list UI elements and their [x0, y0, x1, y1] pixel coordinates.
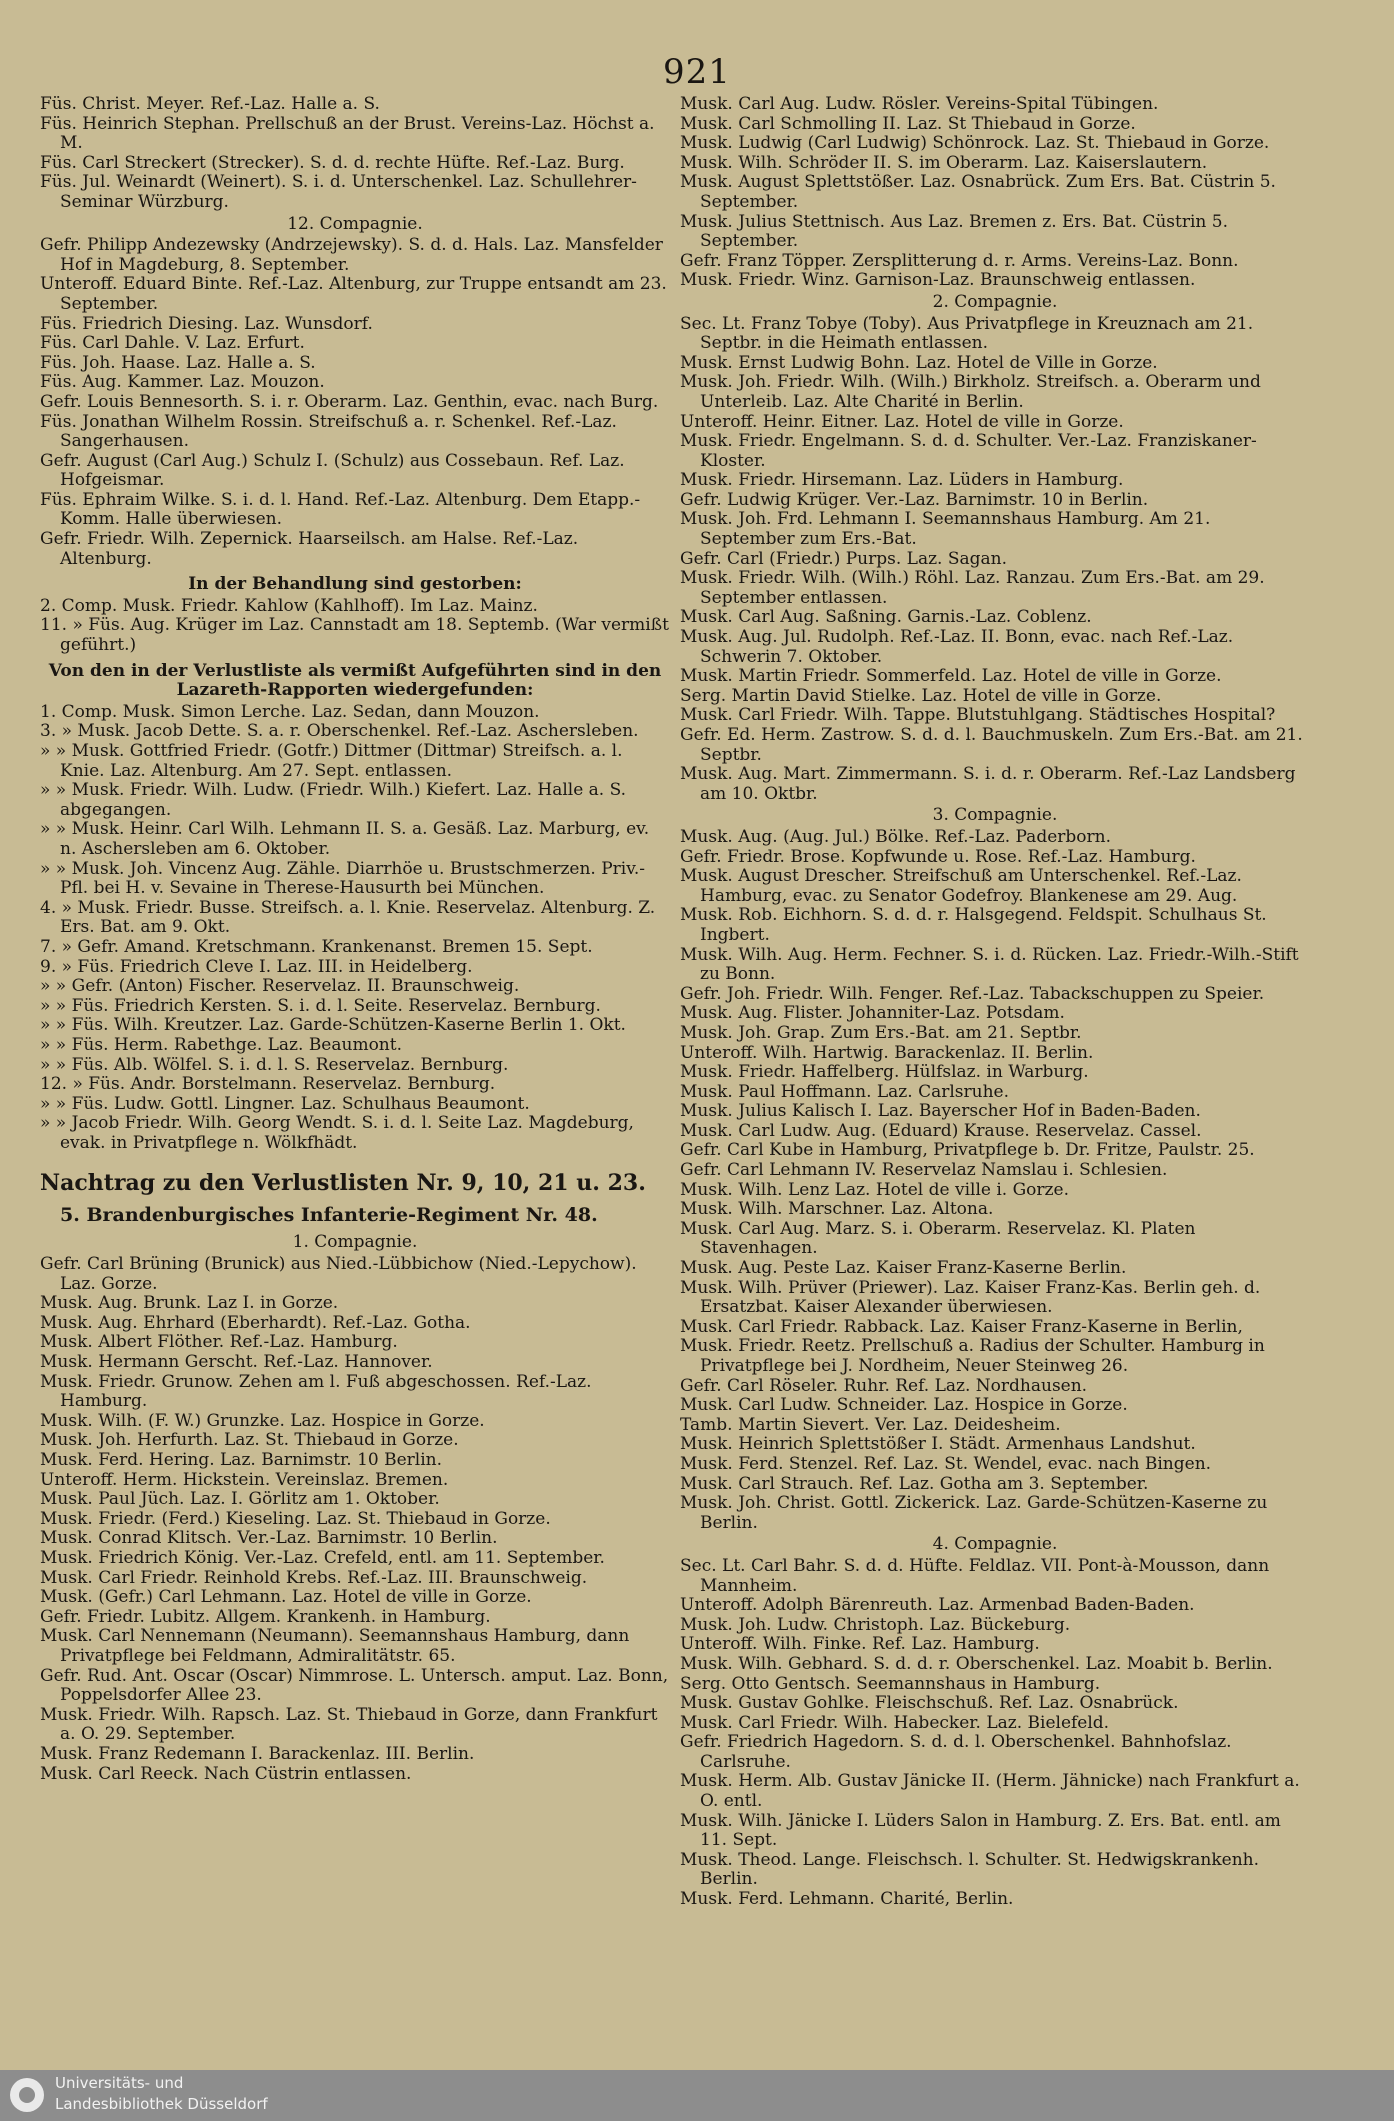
list-entry: » » Musk. Gottfried Friedr. (Gotfr.) Dittmer (Dittmar) Streifsch. a. l. Knie. Laz. Altenburg. Am 27. Sept. entlassen. [40, 741, 623, 781]
list-entry: Musk. Wilh. Marschner. Laz. Altona. [680, 1199, 994, 1220]
list-entry: Musk. Herm. Alb. Gustav Jänicke II. (Herm. Jähnicke) nach Frankfurt a. O. entl. [680, 1771, 1300, 1812]
list-entry: Musk. August Drescher. Streifschuß am Unterschenkel. Ref.-Laz. Hamburg, evac. zu Senator Godefroy. Blankenese am 29. Aug. [680, 866, 1242, 906]
list-entry: Musk. Wilh. Prüver (Priewer). Laz. Kaiser Franz-Kas. Berlin geh. d. Ersatzbat. Kaiser Alexander überwiesen. [680, 1277, 1261, 1318]
list-entry: Gefr. Carl Lehmann IV. Reservelaz Namslau i. Schlesien. [680, 1160, 1168, 1181]
list-entry: Unteroff. Wilh. Hartwig. Barackenlaz. II. Berlin. [680, 1042, 1094, 1063]
list-entry: » » Füs. Friedrich Kersten. S. i. d. l. Seite. Reservelaz. Bernburg. [40, 995, 601, 1016]
list-entry: » » Füs. Alb. Wölfel. S. i. d. l. S. Reservelaz. Bernburg. [40, 1054, 509, 1075]
list-entry: Musk. Paul Jüch. Laz. I. Görlitz am 1. Oktober. [40, 1489, 440, 1510]
list-entry: » » Musk. Friedr. Wilh. Ludw. (Friedr. Wilh.) Kiefert. Laz. Halle a. S. abgegangen. [40, 780, 627, 820]
list-entry: 12. » Füs. Andr. Borstelmann. Reservelaz. Bernburg. [40, 1074, 496, 1095]
list-entry: Musk. Julius Stettnisch. Aus Laz. Bremen z. Ers. Bat. Cüstrin 5. September. [680, 211, 1228, 252]
list-entry: Füs. Carl Dahle. V. Laz. Erfurt. [40, 333, 305, 354]
list-entry: Musk. Ferd. Stenzel. Ref. Laz. St. Wendel, evac. nach Bingen. [680, 1453, 1212, 1474]
list-entry: Gefr. Rud. Ant. Oscar (Oscar) Nimmrose. L. Untersch. amput. Laz. Bonn, Poppelsdorfer Allee 23. [40, 1665, 669, 1706]
list-entry: Sec. Lt. Franz Tobye (Toby). Aus Privatpflege in Kreuznach am 21. Septbr. in die Heimath entlassen. [680, 313, 1254, 354]
list-entry: » » Musk. Joh. Vincenz Aug. Zähle. Diarrhöe u. Brustschmerzen. Priv.-Pfl. bei H. v. Sevaine in Therese-Hausurth bei München. [40, 858, 645, 899]
list-entry: Musk. Wilh. Schröder II. S. im Oberarm. Laz. Kaiserslautern. [680, 152, 1208, 173]
list-entry: Musk. Aug. (Aug. Jul.) Bölke. Ref.-Laz. Paderborn. [680, 826, 1111, 847]
list-entry: Musk. Friedr. Wilh. (Wilh.) Röhl. Laz. Ranzau. Zum Ers.-Bat. am 29. September entlassen. [680, 568, 1265, 608]
list-entry: Gefr. Friedr. Wilh. Zepernick. Haarseilsch. am Halse. Ref.-Laz. Altenburg. [40, 529, 579, 569]
list-entry: Musk. Joh. Grap. Zum Ers.-Bat. am 21. Septbr. [680, 1022, 1082, 1043]
list-entry: » » Füs. Wilh. Kreutzer. Laz. Garde-Schützen-Kaserne Berlin 1. Okt. [40, 1015, 626, 1036]
list-entry: Füs. Jul. Weinardt (Weinert). S. i. d. Unterschenkel. Laz. Schullehrer-Seminar Würzburg. [40, 172, 637, 212]
list-entry: Gefr. Franz Töpper. Zersplitterung d. r. Arms. Vereins-Laz. Bonn. [680, 250, 1239, 271]
company-heading: 2. Compagnie. [932, 291, 1058, 312]
list-entry: Musk. Wilh. Gebhard. S. d. d. r. Oberschenkel. Laz. Moabit b. Berlin. [680, 1653, 1273, 1674]
list-entry: Musk. Paul Hoffmann. Laz. Carlsruhe. [680, 1081, 1009, 1102]
list-entry: Gefr. Friedr. Lubitz. Allgem. Krankenh. in Hamburg. [40, 1606, 491, 1627]
list-entry: Musk. Carl Schmolling II. Laz. St Thiebaud in Gorze. [680, 113, 1136, 134]
list-entry: Musk. Hermann Gerscht. Ref.-Laz. Hannover. [40, 1352, 433, 1373]
list-entry: Musk. Aug. Mart. Zimmermann. S. i. d. r. Oberarm. Ref.-Laz Landsberg am 10. Oktbr. [680, 764, 1296, 804]
list-entry: Gefr. Carl Röseler. Ruhr. Ref. Laz. Nordhausen. [680, 1375, 1088, 1396]
list-entry: Serg. Otto Gentsch. Seemannshaus in Hamburg. [680, 1673, 1101, 1694]
list-entry: Gefr. Carl Kube in Hamburg, Privatpflege b. Dr. Fritze, Paulstr. 25. [680, 1140, 1255, 1161]
list-entry: Füs. Aug. Kammer. Laz. Mouzon. [40, 372, 325, 393]
list-entry: » » Füs. Herm. Rabethge. Laz. Beaumont. [40, 1034, 402, 1055]
list-entry: Musk. Aug. Ehrhard (Eberhardt). Ref.-Laz. Gotha. [40, 1312, 471, 1333]
list-entry: Musk. Carl Friedr. Reinhold Krebs. Ref.-Laz. III. Braunschweig. [40, 1567, 588, 1588]
footer-line-2: Landesbibliothek Düsseldorf [55, 2095, 268, 2113]
list-entry: Serg. Martin David Stielke. Laz. Hotel de ville in Gorze. [680, 685, 1162, 706]
list-entry: Musk. Wilh. Jänicke I. Lüders Salon in Hamburg. Z. Ers. Bat. entl. am 11. Sept. [680, 1810, 1281, 1851]
list-entry: Gefr. Joh. Friedr. Wilh. Fenger. Ref.-Laz. Tabackschuppen zu Speier. [680, 983, 1265, 1004]
list-entry: Musk. Aug. Peste Laz. Kaiser Franz-Kaserne Berlin. [680, 1258, 1127, 1279]
list-entry: 3. » Musk. Jacob Dette. S. a. r. Oberschenkel. Ref.-Laz. Aschersleben. [40, 721, 639, 742]
list-entry: 4. » Musk. Friedr. Busse. Streifsch. a. l. Knie. Reservelaz. Altenburg. Z. Ers. Bat. am 9. Okt. [40, 897, 656, 938]
list-entry: Gefr. Carl (Friedr.) Purps. Laz. Sagan. [680, 548, 1008, 569]
list-entry: Musk. August Splettstößer. Laz. Osnabrück. Zum Ers. Bat. Cüstrin 5. September. [680, 172, 1276, 212]
list-entry: » » Jacob Friedr. Wilh. Georg Wendt. S. i. d. l. Seite Laz. Magdeburg, evak. in Privatpflege n. Wölkfhädt. [40, 1113, 634, 1153]
list-entry: Gefr. August (Carl Aug.) Schulz I. (Schulz) aus Cossebaun. Ref. Laz. Hofgeismar. [40, 450, 625, 491]
supplement-heading: Nachtrag zu den Verlustlisten Nr. 9, 10, 21 u. 23. [40, 1170, 646, 1197]
list-entry: Musk. Carl Nennemann (Neumann). Seemannshaus Hamburg, dann Privatpflege bei Feldmann, Admiralitätstr. 65. [40, 1626, 630, 1666]
list-entry: Musk. Friedr. Reetz. Prellschuß a. Radius der Schulter. Hamburg in Privatpflege bei J. Nordheim, Neuer Steinweg 26. [680, 1336, 1265, 1376]
right-column [680, 95, 1310, 1910]
list-entry: Musk. (Gefr.) Carl Lehmann. Laz. Hotel de ville in Gorze. [40, 1587, 532, 1608]
list-entry: Musk. Aug. Jul. Rudolph. Ref.-Laz. II. Bonn, evac. nach Ref.-Laz. Schwerin 7. Oktober. [680, 627, 1234, 667]
list-entry: Musk. Heinrich Splettstößer I. Städt. Armenhaus Landshut. [680, 1434, 1196, 1455]
library-logo-icon [10, 2078, 44, 2112]
list-entry: Musk. Gustav Gohlke. Fleischschuß. Ref. Laz. Osnabrück. [680, 1693, 1179, 1714]
list-entry: » » Füs. Ludw. Gottl. Lingner. Laz. Schulhaus Beaumont. [40, 1093, 530, 1114]
list-entry: Musk. Carl Reeck. Nach Cüstrin entlassen. [40, 1763, 412, 1784]
list-entry: Sec. Lt. Carl Bahr. S. d. d. Hüfte. Feldlaz. VII. Pont-à-Mousson, dann Mannheim. [680, 1555, 1270, 1596]
section-heading: Von den in der Verlustliste als vermißt Aufgeführten sind in den Lazareth-Rapporten wiedergefunden: [48, 660, 662, 701]
list-entry: Gefr. Friedr. Brose. Kopfwunde u. Rose. Ref.-Laz. Hamburg. [680, 846, 1196, 867]
list-entry: Musk. Friedrich König. Ver.-Laz. Crefeld, entl. am 11. September. [40, 1547, 605, 1568]
list-entry: Musk. Carl Friedr. Rabback. Laz. Kaiser Franz-Kaserne in Berlin, [680, 1316, 1243, 1337]
list-entry: » » Gefr. (Anton) Fischer. Reservelaz. II. Braunschweig. [40, 976, 520, 997]
list-entry: Unteroff. Herm. Hickstein. Vereinslaz. Bremen. [40, 1469, 449, 1490]
list-entry: Musk. Friedr. Engelmann. S. d. d. Schulter. Ver.-Laz. Franziskaner-Kloster. [680, 431, 1257, 471]
list-entry: Füs. Ephraim Wilke. S. i. d. l. Hand. Ref.-Laz. Altenburg. Dem Etapp.-Komm. Halle überwiesen. [40, 489, 641, 530]
list-entry: Tamb. Martin Sievert. Ver. Laz. Deidesheim. [680, 1414, 1061, 1435]
list-entry: Musk. Friedr. (Ferd.) Kieseling. Laz. St. Thiebaud in Gorze. [40, 1508, 551, 1529]
list-entry: Unteroff. Heinr. Eitner. Laz. Hotel de ville in Gorze. [680, 411, 1124, 432]
list-entry: Füs. Carl Streckert (Strecker). S. d. d. rechte Hüfte. Ref.-Laz. Burg. [40, 152, 625, 173]
company-heading: 1. Compagnie. [292, 1232, 418, 1253]
list-entry: Musk. Carl Friedr. Wilh. Habecker. Laz. Bielefeld. [680, 1712, 1110, 1733]
footer-line-1: Universitäts- und [55, 2074, 184, 2092]
company-heading: 4. Compagnie. [932, 1534, 1058, 1555]
list-entry: Gefr. Friedrich Hagedorn. S. d. d. l. Oberschenkel. Bahnhofslaz. Carlsruhe. [680, 1732, 1232, 1772]
list-entry: Musk. Carl Ludw. Schneider. Laz. Hospice in Gorze. [680, 1395, 1128, 1416]
left-column [40, 95, 670, 1784]
list-entry: Musk. Carl Strauch. Ref. Laz. Gotha am 3. September. [680, 1473, 1149, 1494]
list-entry: Gefr. Ludwig Krüger. Ver.-Laz. Barnimstr. 10 in Berlin. [680, 489, 1149, 510]
list-entry: Musk. Wilh. Lenz Laz. Hotel de ville i. Gorze. [680, 1179, 1069, 1200]
list-entry: Musk. Ludwig (Carl Ludwig) Schönrock. Laz. St. Thiebaud in Gorze. [680, 133, 1270, 154]
list-entry: Füs. Joh. Haase. Laz. Halle a. S. [40, 352, 316, 373]
list-entry: Musk. Conrad Klitsch. Ver.-Laz. Barnimstr. 10 Berlin. [40, 1528, 498, 1549]
list-entry: 11. » Füs. Aug. Krüger im Laz. Cannstadt am 18. Septemb. (War vermißt geführt.) [40, 615, 669, 656]
list-entry: Musk. Carl Aug. Ludw. Rösler. Vereins-Spital Tübingen. [680, 94, 1159, 114]
list-entry: Musk. Aug. Flister. Johanniter-Laz. Potsdam. [680, 1003, 1065, 1024]
list-entry: Musk. Carl Friedr. Wilh. Tappe. Blutstuhlgang. Städtisches Hospital? [680, 705, 1276, 726]
list-entry: 9. » Füs. Friedrich Cleve I. Laz. III. in Heidelberg. [40, 956, 473, 977]
list-entry: Musk. Joh. Herfurth. Laz. St. Thiebaud in Gorze. [40, 1430, 459, 1451]
list-entry: 1. Comp. Musk. Simon Lerche. Laz. Sedan, dann Mouzon. [40, 701, 540, 722]
list-entry: Musk. Ernst Ludwig Bohn. Laz. Hotel de Ville in Gorze. [680, 352, 1158, 373]
list-entry: Gefr. Philipp Andezewsky (Andrzejewsky). S. d. d. Hals. Laz. Mansfelder Hof in Magdeburg, 8. September. [40, 235, 663, 275]
list-entry: Musk. Albert Flöther. Ref.-Laz. Hamburg. [40, 1332, 398, 1353]
company-heading: 3. Compagnie. [932, 805, 1058, 826]
list-entry: Musk. Carl Aug. Marz. S. i. Oberarm. Reservelaz. Kl. Platen Stavenhagen. [680, 1218, 1196, 1259]
list-entry: Musk. Ferd. Hering. Laz. Barnimstr. 10 Berlin. [40, 1450, 443, 1470]
list-entry: Unteroff. Adolph Bärenreuth. Laz. Armenbad Baden-Baden. [680, 1595, 1195, 1616]
list-entry: Musk. Aug. Brunk. Laz I. in Gorze. [40, 1293, 339, 1314]
section-heading: In der Behandlung sind gestorben: [188, 574, 522, 595]
list-entry: Füs. Jonathan Wilhelm Rossin. Streifschuß a. r. Schenkel. Ref.-Laz. Sangerhausen. [40, 411, 617, 452]
list-entry: Musk. Wilh. Aug. Herm. Fechner. S. i. d. Rücken. Laz. Friedr.-Wilh.-Stift zu Bonn. [680, 944, 1299, 985]
list-entry: Musk. Friedr. Haffelberg. Hülfslaz. in Warburg. [680, 1062, 1089, 1083]
page-number: 921 [663, 52, 731, 92]
list-entry: Musk. Joh. Friedr. Wilh. (Wilh.) Birkholz. Streifsch. a. Oberarm und Unterleib. Laz. Alte Charité in Berlin. [680, 372, 1261, 412]
list-entry: Musk. Ferd. Lehmann. Charité, Berlin. [680, 1889, 1014, 1910]
regiment-heading: 5. Brandenburgisches Infanterie-Regiment Nr. 48. [60, 1204, 598, 1227]
list-entry: Füs. Friedrich Diesing. Laz. Wunsdorf. [40, 313, 373, 334]
list-entry: Musk. Friedr. Hirsemann. Laz. Lüders in Hamburg. [680, 470, 1124, 491]
list-entry: Musk. Carl Ludw. Aug. (Eduard) Krause. Reservelaz. Cassel. [680, 1120, 1202, 1141]
list-entry: » » Musk. Heinr. Carl Wilh. Lehmann II. S. a. Gesäß. Laz. Marburg, ev. n. Aschersleben am 6. Oktober. [40, 819, 650, 859]
list-entry: 7. » Gefr. Amand. Kretschmann. Krankenanst. Bremen 15. Sept. [40, 936, 593, 957]
list-entry: Musk. Friedr. Winz. Garnison-Laz. Braunschweig entlassen. [680, 270, 1196, 291]
list-entry: Gefr. Louis Bennesorth. S. i. r. Oberarm. Laz. Genthin, evac. nach Burg. [40, 391, 659, 412]
list-entry: Musk. Friedr. Grunow. Zehen am l. Fuß abgeschossen. Ref.-Laz. Hamburg. [40, 1371, 592, 1412]
list-entry: Musk. Franz Redemann I. Barackenlaz. III. Berlin. [40, 1743, 475, 1764]
list-entry: Musk. Martin Friedr. Sommerfeld. Laz. Hotel de ville in Gorze. [680, 666, 1222, 687]
list-entry: Unteroff. Wilh. Finke. Ref. Laz. Hamburg. [680, 1634, 1040, 1655]
company-heading: 12. Compagnie. [287, 213, 423, 234]
list-entry: Gefr. Ed. Herm. Zastrow. S. d. d. l. Bauchmuskeln. Zum Ers.-Bat. am 21. Septbr. [680, 725, 1303, 765]
list-entry: Unteroff. Eduard Binte. Ref.-Laz. Altenburg, zur Truppe entsandt am 23. September. [40, 274, 667, 314]
list-entry: Musk. Wilh. (F. W.) Grunzke. Laz. Hospice in Gorze. [40, 1410, 485, 1431]
list-entry: Füs. Christ. Meyer. Ref.-Laz. Halle a. S. [40, 94, 380, 114]
list-entry: Musk. Julius Kalisch I. Laz. Bayerscher Hof in Baden-Baden. [680, 1101, 1201, 1122]
list-entry: Musk. Joh. Frd. Lehmann I. Seemannshaus Hamburg. Am 21. September zum Ers.-Bat. [680, 509, 1211, 550]
list-entry: Musk. Friedr. Wilh. Rapsch. Laz. St. Thiebaud in Gorze, dann Frankfurt a. O. 29. September. [40, 1704, 658, 1745]
list-entry: Musk. Joh. Christ. Gottl. Zickerick. Laz. Garde-Schützen-Kaserne zu Berlin. [680, 1493, 1268, 1533]
list-entry: Musk. Rob. Eichhorn. S. d. d. r. Halsgegend. Feldspit. Schulhaus St. Ingbert. [680, 905, 1267, 945]
list-entry: Musk. Theod. Lange. Fleischsch. l. Schulter. St. Hedwigskrankenh. Berlin. [680, 1849, 1260, 1890]
list-entry: Füs. Heinrich Stephan. Prellschuß an der Brust. Vereins-Laz. Höchst a. M. [40, 113, 655, 154]
library-footer [0, 2070, 1394, 2121]
list-entry: 2. Comp. Musk. Friedr. Kahlow (Kahlhoff). Im Laz. Mainz. [40, 595, 538, 616]
list-entry: Musk. Joh. Ludw. Christoph. Laz. Bückeburg. [680, 1614, 1071, 1635]
list-entry: Gefr. Carl Brüning (Brunick) aus Nied.-Lübbichow (Nied.-Lepychow). Laz. Gorze. [40, 1254, 637, 1294]
list-entry: Musk. Carl Aug. Saßning. Garnis.-Laz. Coblenz. [680, 607, 1092, 628]
